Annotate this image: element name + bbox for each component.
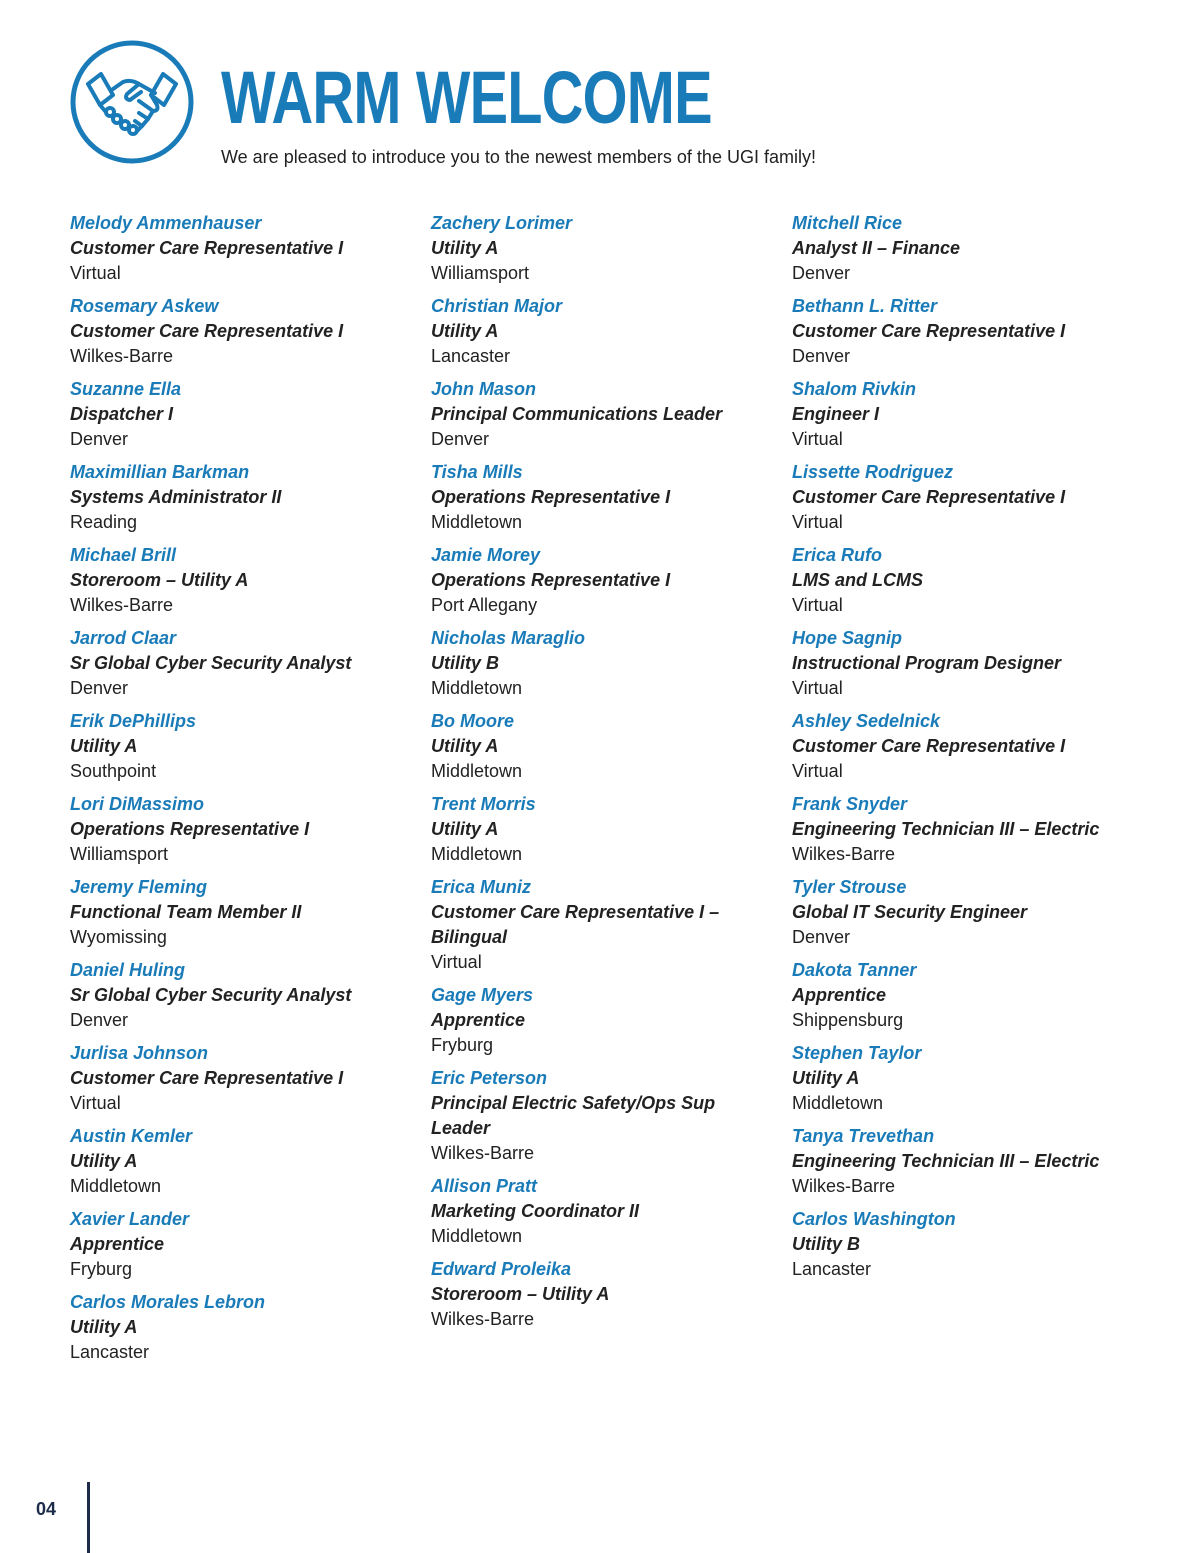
member-entry [431,1174,781,1249]
member-location: Virtual [70,263,121,283]
member-entry [792,792,1152,867]
member-entry [792,626,1152,701]
member-entry [431,1066,781,1166]
member-entry [70,1124,420,1199]
member-name: Jeremy Fleming [70,877,208,897]
member-role: Operations Representative I [431,487,671,507]
member-location: Wilkes-Barre [431,1309,535,1329]
page-number: 04 [36,1499,57,1519]
member-name: Tanya Trevethan [792,1126,935,1146]
member-role: Utility A [431,238,499,258]
member-location: Lancaster [431,346,511,366]
member-name: Erica Rufo [792,545,883,565]
member-name: Carlos Washington [792,1209,956,1229]
member-location: Middletown [431,1226,523,1246]
member-role-continued: Bilingual [431,927,507,947]
member-entry [431,543,781,618]
member-location: Middletown [431,844,523,864]
member-role: Global IT Security Engineer [792,902,1028,922]
member-location: Middletown [431,678,523,698]
member-role: Sr Global Cyber Security Analyst [70,653,352,673]
member-name: Bethann L. Ritter [792,296,938,316]
member-name: Trent Morris [431,794,536,814]
member-location: Denver [70,1010,129,1030]
member-role: Apprentice [70,1234,165,1254]
member-entry [431,709,781,784]
member-role: Dispatcher I [70,404,174,424]
member-entry [70,460,420,535]
member-name: John Mason [431,379,537,399]
member-location: Denver [792,927,851,947]
member-role: Utility A [70,1151,138,1171]
member-role-continued: Leader [431,1118,491,1138]
page-divider [87,1482,90,1553]
member-name: Nicholas Maraglio [431,628,586,648]
member-name: Jamie Morey [431,545,541,565]
member-role: Engineer I [792,404,880,424]
member-role: Functional Team Member II [70,902,302,922]
member-location: Denver [431,429,490,449]
member-location: Denver [70,678,129,698]
member-role: Apprentice [431,1010,526,1030]
member-role: Customer Care Representative I [70,321,344,341]
page-subtitle: We are pleased to introduce you to the newest members of the UGI family! [221,147,816,167]
member-location: Williamsport [70,844,169,864]
member-entry [792,1124,1152,1199]
page-title: WARM WELCOME [221,56,712,139]
member-entry [70,709,420,784]
member-role: Customer Care Representative I [792,736,1066,756]
member-entry [70,792,420,867]
member-entry [792,709,1152,784]
member-role: Customer Care Representative I – [431,902,720,922]
member-role: Engineering Technician III – Electric [792,819,1100,839]
member-name: Christian Major [431,296,563,316]
member-role: Principal Electric Safety/Ops Sup [431,1093,716,1113]
member-role: Customer Care Representative I [792,321,1066,341]
member-role: Utility A [431,321,499,341]
member-name: Austin Kemler [70,1126,193,1146]
column-3 [792,211,1152,1290]
member-entry [792,875,1152,950]
member-role: Principal Communications Leader [431,404,723,424]
member-location: Reading [70,512,138,532]
member-entry [70,211,420,286]
member-entry [431,792,781,867]
member-location: Port Allegany [431,595,538,615]
member-role: Customer Care Representative I [792,487,1066,507]
member-name: Carlos Morales Lebron [70,1292,266,1312]
member-location: Denver [792,263,851,283]
member-name: Zachery Lorimer [431,213,573,233]
member-name: Erik DePhillips [70,711,197,731]
member-entry [70,1207,420,1282]
member-entry [70,377,420,452]
member-role: Utility A [431,819,499,839]
member-location: Denver [70,429,129,449]
member-entry [431,294,781,369]
member-location: Wilkes-Barre [431,1143,535,1163]
member-entry [792,543,1152,618]
member-entry [792,958,1152,1033]
member-role: Utility A [70,1317,138,1337]
member-name: Jarrod Claar [70,628,177,648]
member-name: Lissette Rodriguez [792,462,954,482]
member-role: Engineering Technician III – Electric [792,1151,1100,1171]
member-location: Wilkes-Barre [792,1176,896,1196]
member-role: Utility B [792,1234,861,1254]
member-name: Ashley Sedelnick [792,711,941,731]
member-location: Middletown [431,512,523,532]
member-role: Utility B [431,653,500,673]
member-location: Wilkes-Barre [792,844,896,864]
member-location: Virtual [792,678,843,698]
member-entry [792,377,1152,452]
member-name: Suzanne Ella [70,379,182,399]
member-location: Virtual [792,761,843,781]
member-name: Eric Peterson [431,1068,548,1088]
member-location: Fryburg [431,1035,494,1055]
member-location: Wilkes-Barre [70,346,174,366]
member-location: Wilkes-Barre [70,595,174,615]
member-location: Wyomissing [70,927,167,947]
member-entry [70,1290,420,1365]
member-location: Denver [792,346,851,366]
member-name: Shalom Rivkin [792,379,917,399]
member-role: Analyst II – Finance [792,238,961,258]
member-role: Apprentice [792,985,887,1005]
member-role: Instructional Program Designer [792,653,1062,673]
member-entry [431,211,781,286]
member-name: Stephen Taylor [792,1043,922,1063]
member-name: Erica Muniz [431,877,532,897]
member-name: Dakota Tanner [792,960,917,980]
member-location: Lancaster [792,1259,872,1279]
handshake-icon [69,39,195,165]
member-entry [70,294,420,369]
member-role: Customer Care Representative I [70,238,344,258]
member-location: Middletown [431,761,523,781]
member-location: Virtual [792,512,843,532]
member-location: Virtual [431,952,482,972]
member-role: Sr Global Cyber Security Analyst [70,985,352,1005]
member-name: Allison Pratt [431,1176,538,1196]
member-role: Operations Representative I [70,819,310,839]
member-role: Operations Representative I [431,570,671,590]
member-entry [431,460,781,535]
member-entry [431,626,781,701]
member-location: Virtual [792,595,843,615]
member-location: Virtual [70,1093,121,1113]
member-role: Marketing Coordinator II [431,1201,640,1221]
member-role: Utility A [70,736,138,756]
member-location: Southpoint [70,761,157,781]
member-entry [792,1041,1152,1116]
member-name: Lori DiMassimo [70,794,205,814]
member-role: Utility A [431,736,499,756]
member-role: Customer Care Representative I [70,1068,344,1088]
member-name: Mitchell Rice [792,213,903,233]
member-name: Michael Brill [70,545,177,565]
member-entry [431,983,781,1058]
member-name: Xavier Lander [70,1209,190,1229]
member-name: Daniel Huling [70,960,186,980]
member-role: Utility A [792,1068,860,1088]
member-role: Systems Administrator II [70,487,282,507]
member-entry [70,626,420,701]
member-entry [431,377,781,452]
member-location: Lancaster [70,1342,150,1362]
column-1 [70,211,420,1373]
column-2 [431,211,781,1340]
member-name: Rosemary Askew [70,296,219,316]
member-role: LMS and LCMS [792,570,923,590]
member-name: Edward Proleika [431,1259,572,1279]
member-location: Williamsport [431,263,530,283]
member-entry [792,1207,1152,1282]
member-entry [70,875,420,950]
member-entry [792,294,1152,369]
member-name: Tyler Strouse [792,877,907,897]
member-name: Jurlisa Johnson [70,1043,209,1063]
member-role: Storeroom – Utility A [431,1284,610,1304]
member-entry [792,460,1152,535]
member-entry [792,211,1152,286]
member-name: Frank Snyder [792,794,908,814]
member-entry [70,1041,420,1116]
member-location: Virtual [792,429,843,449]
handshake-logo [69,39,195,165]
member-location: Middletown [70,1176,162,1196]
member-name: Melody Ammenhauser [70,213,262,233]
member-location: Shippensburg [792,1010,904,1030]
member-name: Bo Moore [431,711,514,731]
member-role: Storeroom – Utility A [70,570,249,590]
member-entry [431,875,781,975]
member-name: Gage Myers [431,985,534,1005]
member-name: Hope Sagnip [792,628,903,648]
member-name: Tisha Mills [431,462,523,482]
member-entry [70,958,420,1033]
member-name: Maximillian Barkman [70,462,250,482]
member-entry [70,543,420,618]
member-location: Fryburg [70,1259,133,1279]
member-entry [431,1257,781,1332]
member-location: Middletown [792,1093,884,1113]
